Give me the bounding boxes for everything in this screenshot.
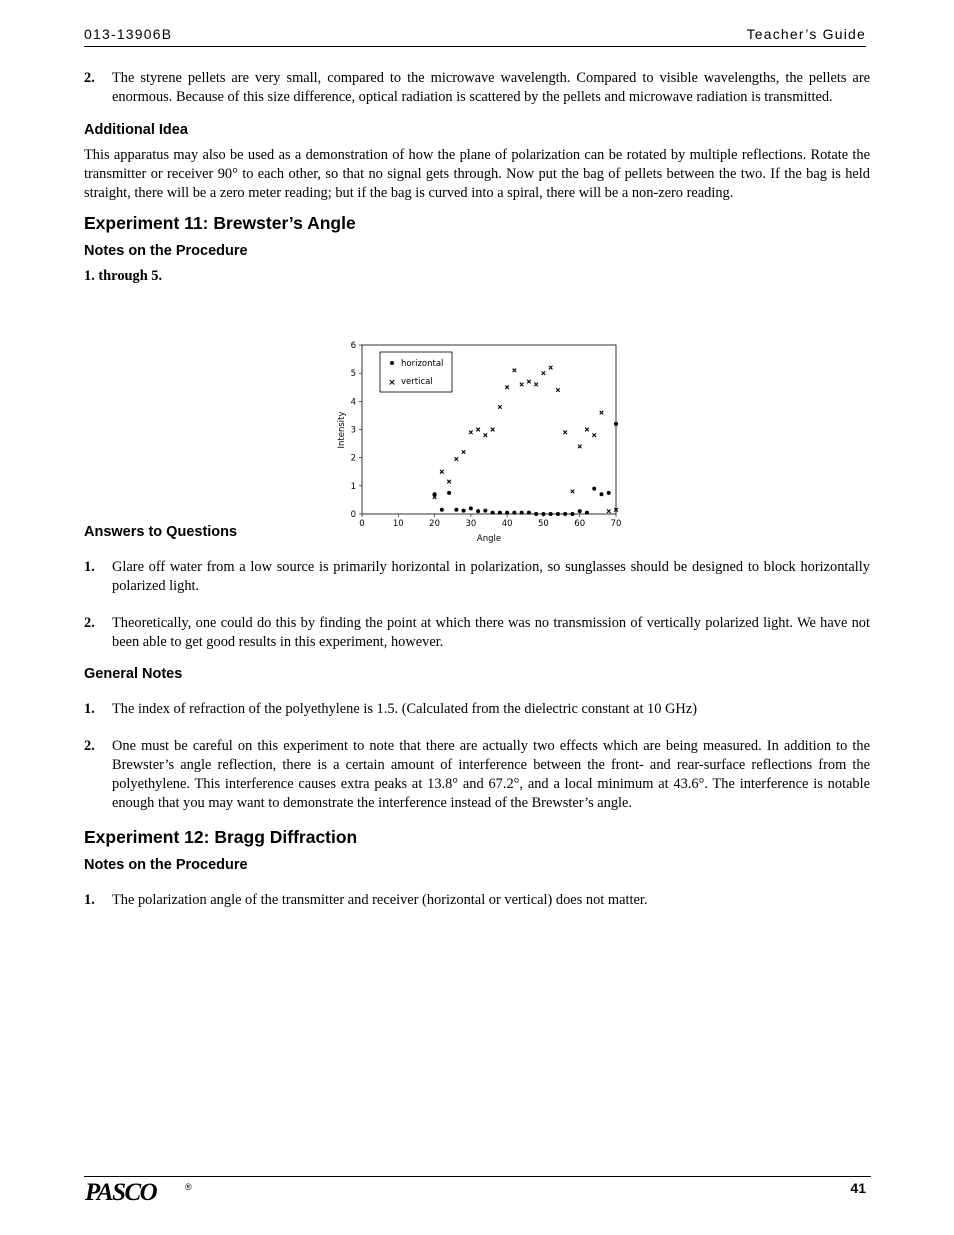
point-horizontal — [491, 511, 495, 515]
point-vertical — [556, 388, 560, 392]
answer-item — [84, 614, 870, 652]
answers-heading: Answers to Questions — [84, 524, 238, 540]
point-vertical — [440, 470, 444, 474]
footer-rule — [84, 1176, 871, 1177]
exp11-title: Experiment 11: Brewster’s Angle — [84, 213, 356, 233]
legend-label-horizontal: horizontal — [401, 359, 444, 369]
y-tick-label: 4 — [350, 397, 356, 408]
intro-item — [84, 69, 870, 107]
item-number: 1. — [84, 559, 95, 575]
legend-marker-vertical: × — [388, 378, 396, 388]
x-tick-label: 70 — [610, 519, 622, 529]
point-vertical — [592, 433, 596, 437]
exp11-steps-label: 1. through 5. — [84, 268, 163, 284]
item-text: The styrene pellets are very small, compared to the microwave wavelength. Compared to visible wavelengths, the pellets are enormous. Because of this size difference, optical radiation is scattered by the pellets and microwave radiation is transmitted. — [112, 70, 870, 105]
x-tick-label: 10 — [392, 519, 404, 529]
item-text: One must be careful on this experiment to note that there are actually two effects which are being measured. In addition to the Brewster’s angle reflection, there is a certain amount of interference between the front- and rear-surface reflections from the polyethylene. This interference causes extra peaks at 13.8° and 67.2°, and a local minimum at 43.6°. The interference is notable enough that you may want to demonstrate the interference instead of the Brewster’s angle. — [112, 738, 870, 811]
x-tick-label: 0 — [359, 519, 365, 529]
y-tick-label: 0 — [350, 510, 356, 520]
exp12-item — [84, 891, 870, 910]
point-vertical — [476, 428, 480, 432]
point-vertical — [563, 431, 567, 435]
point-vertical — [469, 431, 473, 435]
point-vertical — [513, 369, 517, 373]
additional-idea-heading: Additional Idea — [84, 122, 188, 138]
item-text: The polarization angle of the transmitter and receiver (horizontal or vertical) does not matter. — [112, 892, 648, 908]
point-horizontal — [578, 509, 582, 513]
point-horizontal — [607, 491, 611, 495]
point-vertical — [607, 509, 611, 513]
answer-item — [84, 558, 870, 596]
point-horizontal — [534, 512, 538, 516]
pasco-logo — [84, 1179, 192, 1206]
item-text: The index of refraction of the polyethylene is 1.5. (Calculated from the dielectric constant at 10 GHz) — [112, 701, 698, 717]
point-horizontal — [483, 509, 487, 513]
exp12-notes-heading: Notes on the Procedure — [84, 857, 248, 873]
page-header — [84, 26, 866, 47]
x-tick-label: 40 — [501, 519, 513, 529]
point-vertical — [571, 490, 575, 494]
point-horizontal — [498, 511, 502, 515]
exp11-notes-heading: Notes on the Procedure — [84, 243, 248, 259]
item-number: 2. — [84, 738, 95, 754]
general-note-item — [84, 737, 870, 813]
legend-label-vertical: vertical — [401, 377, 433, 387]
point-vertical — [462, 450, 466, 454]
general-notes-heading: General Notes — [84, 666, 183, 682]
point-horizontal — [505, 511, 509, 515]
point-vertical — [455, 457, 459, 461]
point-vertical — [527, 380, 531, 384]
point-horizontal — [454, 508, 458, 512]
brewster-angle-chart — [334, 338, 634, 548]
general-note-item — [84, 700, 870, 719]
registered-mark: ® — [185, 1182, 192, 1192]
point-vertical — [491, 428, 495, 432]
point-horizontal — [592, 487, 596, 491]
item-text: Glare off water from a low source is primarily horizontal in polarization, so sunglasses should be designed to block horizontally polarized light. — [112, 559, 870, 594]
point-horizontal — [570, 512, 574, 516]
additional-idea-text: This apparatus may also be used as a demonstration of how the plane of polarization can be rotated by multiple reflections. Rotate the transmitter or receiver 90° to each other, so that no signal gets through. Now put the bag of pellets between the two. If the bag is held straight, there will be a zero meter reading; but if the bag is curved into a spiral, there will be a non-zero reading. — [84, 147, 870, 201]
point-vertical — [534, 383, 538, 387]
point-vertical — [600, 411, 604, 415]
point-horizontal — [556, 512, 560, 516]
y-tick-label: 5 — [350, 369, 356, 380]
item-number: 2. — [84, 615, 95, 631]
point-horizontal — [599, 492, 603, 496]
point-horizontal — [520, 511, 524, 515]
point-horizontal — [549, 512, 553, 516]
point-vertical — [542, 371, 546, 375]
logo-text: PASCO — [85, 1179, 157, 1206]
point-vertical — [505, 385, 509, 389]
y-axis-label: Intensity — [337, 411, 347, 449]
x-tick-label: 30 — [465, 519, 477, 529]
point-horizontal — [462, 509, 466, 513]
y-tick-label: 1 — [350, 481, 356, 492]
point-vertical — [520, 383, 524, 387]
point-horizontal — [563, 512, 567, 516]
item-text: Theoretically, one could do this by finding the point at which there was no transmission of vertically polarized light. We have not been able to get good results in this experiment, however. — [112, 615, 870, 650]
legend-marker-horizontal — [390, 361, 394, 365]
guide-title: Teacher’s Guide — [746, 26, 866, 42]
x-axis-label: Angle — [476, 534, 502, 544]
point-vertical — [498, 405, 502, 409]
item-number: 1. — [84, 701, 95, 717]
item-number: 2. — [84, 70, 95, 86]
legend — [380, 352, 452, 392]
point-vertical — [578, 445, 582, 449]
point-horizontal — [585, 511, 589, 515]
x-tick-label: 60 — [574, 519, 586, 529]
point-horizontal — [527, 511, 531, 515]
point-horizontal — [476, 509, 480, 513]
y-tick-label: 2 — [350, 453, 356, 464]
point-vertical — [484, 433, 488, 437]
point-horizontal — [447, 491, 451, 495]
point-horizontal — [469, 506, 473, 510]
point-horizontal — [614, 422, 618, 426]
item-number: 1. — [84, 892, 95, 908]
doc-number: 013-13906B — [84, 26, 173, 42]
y-tick-label: 3 — [350, 425, 356, 436]
exp12-title: Experiment 12: Bragg Diffraction — [84, 827, 358, 847]
point-horizontal — [440, 508, 444, 512]
point-vertical — [585, 428, 589, 432]
point-horizontal — [512, 511, 516, 515]
x-tick-label: 50 — [538, 519, 549, 529]
page-number: 41 — [850, 1180, 866, 1196]
point-horizontal — [541, 512, 545, 516]
point-vertical — [549, 366, 553, 370]
point-vertical — [447, 480, 451, 484]
x-tick-label: 20 — [429, 519, 440, 529]
y-tick-label: 6 — [350, 341, 356, 351]
